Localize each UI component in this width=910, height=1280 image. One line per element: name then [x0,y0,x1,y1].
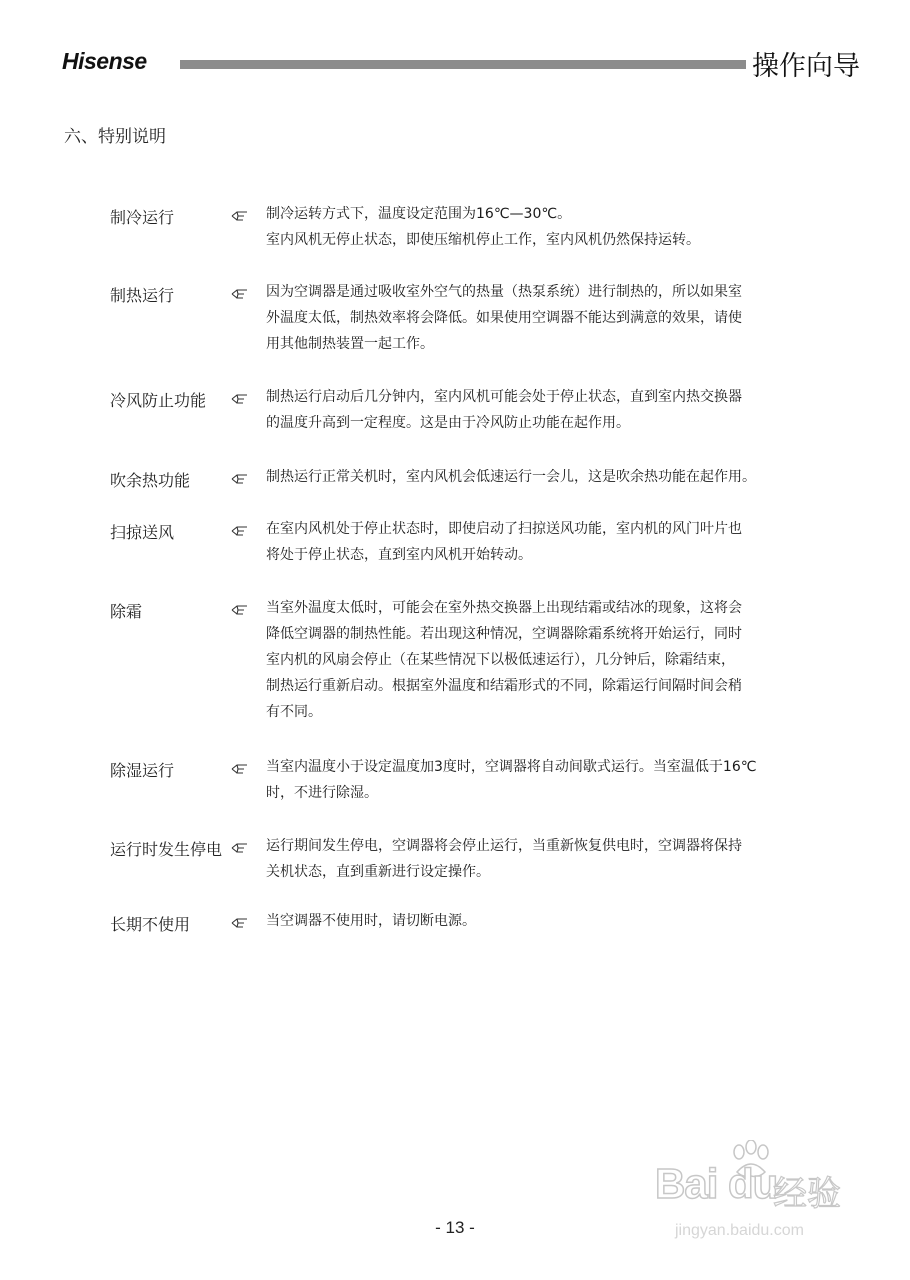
note-text [266,201,806,253]
note-line: 关机状态，直到重新进行设定操作。 [266,864,490,880]
note-text [266,464,806,490]
note-text [266,595,806,725]
pointing-hand-icon [231,207,249,219]
note-label: 吹余热功能 [110,471,191,490]
note-line: 有不同。 [266,704,322,720]
section-title: 六、特别说明 [64,127,166,147]
note-label: 除湿运行 [110,761,175,780]
note-line: 将处于停止状态，直到室内风机开始转动。 [266,547,532,563]
note-line: 用其他制热装置一起工作。 [266,336,434,352]
watermark-sub: 经验 [773,1174,841,1214]
note-line: 制热运行启动后几分钟内，室内风机可能会处于停止状态，直到室内热交换器 [266,389,742,405]
note-label: 制热运行 [110,286,175,305]
note-line: 的温度升高到一定程度。这是由于冷风防止功能在起作用。 [266,415,630,431]
pointing-hand-icon [231,285,249,297]
note-line: 在室内风机处于停止状态时，即使启动了扫掠送风功能，室内机的风门叶片也 [266,521,742,537]
note-text [266,833,806,885]
note-text [266,908,806,934]
note-text [266,754,806,806]
note-line: 制热运行正常关机时，室内风机会低速运行一会儿，这是吹余热功能在起作用。 [266,469,756,485]
note-line: 室内机的风扇会停止（在某些情况下以极低速运行），几分钟后，除霜结束， [266,652,735,668]
note-line: 时，不进行除湿。 [266,785,378,801]
note-line: 当室外温度太低时，可能会在室外热交换器上出现结霜或结冰的现象，这将会 [266,600,742,616]
note-label: 长期不使用 [110,915,191,934]
pointing-hand-icon [231,522,249,534]
note-label: 制冷运行 [110,208,175,227]
header-rule [180,60,746,69]
note-text [266,516,806,568]
page-number: - 13 - [435,1218,475,1237]
page-header [0,0,910,100]
brand-logo: Hisense [62,48,147,74]
note-label: 运行时发生停电 [110,840,223,859]
note-line: 外温度太低，制热效率将会降低。如果使用空调器不能达到满意的效果，请使 [266,310,742,326]
header-title: 操作向导 [752,51,860,82]
note-line: 室内风机无停止状态，即使压缩机停止工作，室内风机仍然保持运转。 [266,232,700,248]
note-line: 当空调器不使用时，请切断电源。 [266,913,476,929]
watermark-logo: Bai du [655,1160,778,1207]
note-line: 因为空调器是通过吸收室外空气的热量（热泵系统）进行制热的，所以如果室 [266,284,742,300]
note-label: 冷风防止功能 [110,391,207,410]
note-line: 制冷运转方式下，温度设定范围为16℃—30℃。 [266,206,572,222]
note-line: 当室内温度小于设定温度加3度时，空调器将自动间歇式运行。当室温低于16℃ [266,759,757,775]
note-label: 扫掠送风 [110,523,175,542]
pointing-hand-icon [231,914,249,926]
pointing-hand-icon [231,760,249,772]
pointing-hand-icon [231,390,249,402]
note-text [266,279,806,357]
note-label: 除霜 [110,602,143,621]
note-line: 降低空调器的制热性能。若出现这种情况，空调器除霜系统将开始运行，同时 [266,626,742,642]
note-line: 制热运行重新启动。根据室外温度和结霜形式的不同，除霜运行间隔时间会稍 [266,678,742,694]
pointing-hand-icon [231,601,249,613]
pointing-hand-icon [231,470,249,482]
pointing-hand-icon [231,839,249,851]
watermark-url: jingyan.baidu.com [675,1222,804,1239]
note-text [266,384,806,436]
note-line: 运行期间发生停电，空调器将会停止运行，当重新恢复供电时，空调器将保持 [266,838,742,854]
